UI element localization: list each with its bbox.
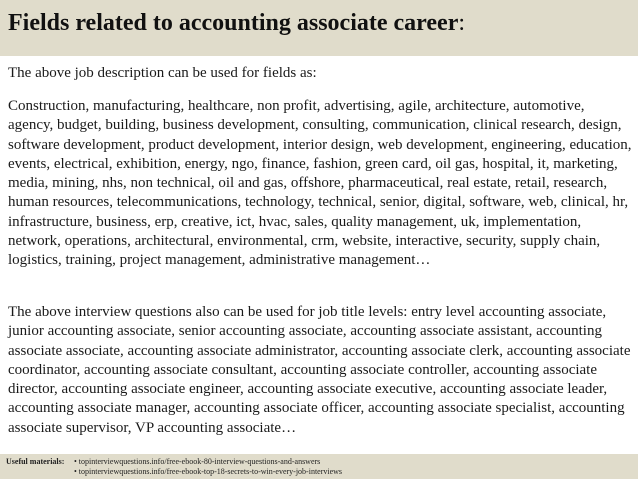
footer-link-ebook-18-secrets[interactable]: • topinterviewquestions.info/free-ebook-top-18-secrets-to-win-every-job-interviews — [74, 466, 343, 476]
footer-links — [74, 457, 342, 476]
page-title-colon: : — [458, 10, 466, 36]
job-levels-paragraph: The above interview questions also can be used for job title levels: entry level accounting associate, junior accounting associate, senior accounting associate, accounting associate assistant, accounting associate associate, accounting associate administrator, accounting associate clerk, accounting associate coordinator, accounting associate consultant, accounting associate controller, accounting associate director, accounting associate engineer, accounting associate executive, accounting associate leader, accounting associate manager, accounting associate officer, accounting associate specialist, accounting associate supervisor, VP accounting associate… — [8, 304, 631, 436]
title-bar — [0, 0, 638, 56]
page-title — [8, 10, 465, 37]
intro-text: The above job description can be used for fields as: — [8, 65, 317, 81]
footer-label: Useful materials: — [6, 457, 65, 466]
footer — [0, 454, 638, 479]
fields-paragraph: Construction, manufacturing, healthcare, non profit, advertising, agile, architecture, automotive, agency, budget, building, business development, consulting, communication, clinical research, design, software development, product development, interior design, web development, engineering, education, events, electrical, exhibition, energy, ngo, finance, fashion, green card, oil gas, hospital, it, marketing, media, mining, nhs, non technical, oil and gas, offshore, pharmaceutical, real estate, retail, research, human resources, telecommunications, technology, technical, senior, digital, software, web, clinical, hr, infrastructure, business, erp, creative, ict, hvac, sales, quality management, uk, implementation, network, operations, architectural, environmental, crm, website, interactive, security, supply chain, logistics, training, project management, administrative management… — [8, 98, 632, 269]
footer-link-ebook-80-questions[interactable]: • topinterviewquestions.info/free-ebook-80-interview-questions-and-answers — [74, 457, 321, 466]
page-title-text: Fields related to accounting associate career — [8, 10, 459, 36]
